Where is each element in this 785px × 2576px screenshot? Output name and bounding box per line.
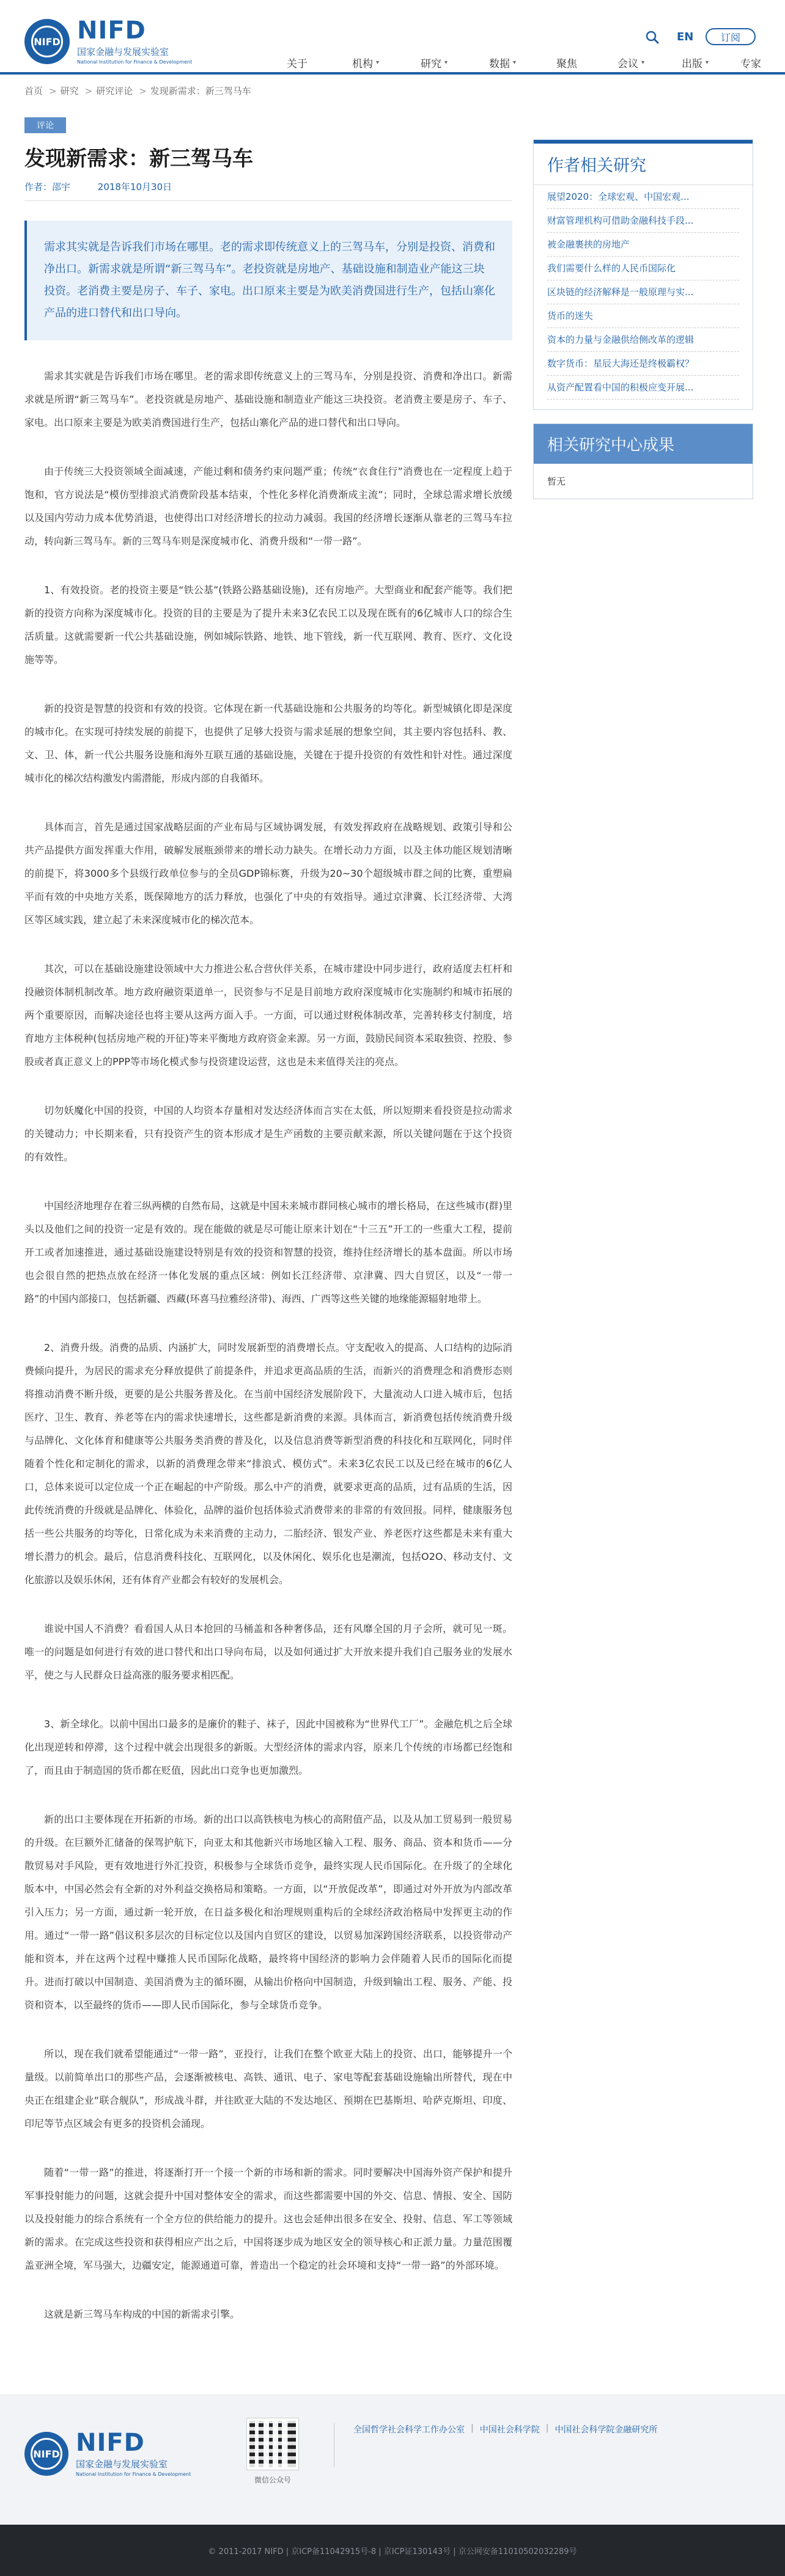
article-paragraph: 其次，可以在基础设施建设领域中大力推进公私合营伙伴关系，在城市建设中同步进行，政府适度去杠杆和投融资体制机制改革。地方政府融资渠道单一，民资参与不足是目前地方政府深度城市化实施制约和城市拓展的两个重要原因，而解决途径也将主要从这两方面入手。一方面，可以通过财税体制改革，完善转移支付制度，培育地方主体税种(包括房地产税的开征)等来平衡地方政府资金来源。另一方面，鼓励民间资本采取独资、控股、参股或者真正意义上的PPP等市场化模式参与投资建设运营，这也是未来值得关注的亮点。 [24, 963, 512, 1067]
breadcrumb-separator-icon: > [139, 86, 147, 97]
nav-item[interactable] [597, 54, 665, 71]
footer-logo-seal-mark: NIFD [31, 2438, 62, 2470]
author-research-list [534, 185, 753, 409]
nav-item[interactable] [263, 54, 331, 71]
nav-item[interactable] [537, 54, 597, 71]
breadcrumb-item[interactable]: 首页 [24, 86, 43, 97]
center-research-title: 相关研究中心成果 [534, 424, 753, 464]
footer-logo-wordmark: NIFD [76, 2429, 145, 2457]
author-research-card [533, 139, 753, 410]
nav-item[interactable] [331, 54, 400, 71]
chevron-down-icon: ▾ [444, 59, 448, 66]
article-paragraph: 新的投资是智慧的投资和有效的投资。它体现在新一代基础设施和公共服务的均等化。新型城镇化即是深度的城市化。在实现可持续发展的前提下，也提供了足够大投资与需求延展的想象空间，其主要内容包括科、教、文、卫、体，新一代公共服务设施和海外互联互通的基础设施，关键在于提升投资的有效性和针对性。通过深度城市化的梯次结构激发内需潜能，形成内部的自我循环。 [24, 703, 512, 784]
article-paragraph: 2、消费升级。消费的品质、内涵扩大，同时发展新型的消费增长点。守支配收入的提高、人口结构的边际消费倾向提升，为居民的需求充分释放提供了前提条件，并追求更高品质的生活，而新兴的消费理念和消费形态则将推动消费不断升级，更要的是公共服务普及化。在当前中国经济发展阶段下，大量流动人口进入城市后，包括医疗、卫生、教育、养老等在内的需求快速增长，这些都是新消费的来源。具体而言，新消费包括传统消费升级与品牌化、文化体育和健康等公共服务类消费的普及化，以及信息消费等新型消费的科技化和互联网化，同时伴随着个性化和定制化的需求，以新的消费理念带来“排浪式、模仿式”。未来3亿农民工以及已经在城市的6亿人口，总体来说可以定位成一个正在崛起的中产阶级。那么中产的消费，就要求更高的品质，过有品质的生活，因此传统消费的升级就是品牌化、体验化，品牌的溢价包括体验式消费带来的非常的有效回报。同样，健康服务包括一些公共服务的均等化，日常化成为未来消费的主动力，二胎经济、银发产业、养老医疗这些都是未来有重大增长潜力的机会。最后，信息消费科技化、互联网化，以及休闲化、娱乐化也是潮流，包括O2O、移动支付、文化旅游以及娱乐休闲，还有体育产业都会有较好的发展机会。 [24, 1342, 512, 1586]
nav-item-label: 专家 [740, 57, 761, 70]
article-paragraph: 中国经济地理存在着三纵两横的自然布局，这就是中国未来城市群同核心城市的增长格局，在这些城市(群)里头以及他们之间的投资一定是有效的。现在能做的就是尽可能让原来计划在“十三五”开工的一些重大工程，提前开工或者加速推进，通过基础设施建设特别是有效的投资和智慧的投资，维持住经济增长的基本盘面。所以市场也会很自然的把热点放在经济一体化发展的重点区域：例如长江经济带、京津冀、四大自贸区，以及“一带一路”的中国内部接口，包括新疆、西藏(环喜马拉雅经济带)、海西、广西等这些关键的地缘能源辐射地带上。 [24, 1200, 512, 1304]
footer-logo[interactable] [24, 2431, 191, 2477]
nav-item-label: 关于 [287, 57, 308, 70]
nav-item[interactable] [725, 54, 776, 71]
article-paragraph: 3、新全球化。以前中国出口最多的是廉价的鞋子、袜子，因此中国被称为“世界代工厂”。金融危机之后全球化出现逆转和停滞，这个过程中就会出现很多的新販。大型经济体的需求内容，原来几个传统的市场都已经饱和了，而且由于制造国的货币都在贬值，因此出口竞争也更加激烈。 [24, 1718, 512, 1776]
breadcrumb-item[interactable]: 研究 [60, 86, 79, 97]
breadcrumb-separator-icon: > [84, 86, 93, 97]
nav-item-label: 数据 [488, 57, 510, 70]
author-research-link[interactable]: 资本的力量与金融供给侧改革的逻辑 [547, 328, 739, 352]
author-research-title: 作者相关研究 [534, 144, 753, 185]
nav-item-label: 研究 [420, 57, 441, 70]
subscribe-button[interactable]: 订阅 [706, 28, 756, 45]
author-research-link[interactable]: 区块链的经济解释是一般原理与实... [547, 280, 739, 304]
article-title: 发现新需求：新三驾马车 [24, 147, 253, 171]
author-research-link[interactable]: 数字货币：星辰大海还是终极霸权？ [547, 352, 739, 376]
footer-link-separator: | [545, 2423, 549, 2433]
breadcrumb-item[interactable]: 研究评论 [96, 86, 133, 97]
article [24, 117, 512, 2352]
center-research-card [533, 423, 753, 499]
nav-item-label: 会议 [617, 57, 638, 70]
copyright-bar: © 2011-2017 NIFD | 京ICP备11042915号-8 | 京ICP证130143号 | 京公网安备11010502032289号 [0, 2525, 785, 2576]
qr-label: 微信公众号 [254, 2476, 291, 2484]
qr-code-image [247, 2418, 298, 2470]
search-icon[interactable] [646, 31, 659, 44]
language-toggle[interactable]: EN [677, 31, 694, 43]
article-paragraph: 这就是新三驾马车构成的中国的新需求引擎。 [44, 2308, 240, 2320]
category-badge[interactable]: 评论 [24, 117, 66, 133]
footer-link[interactable]: 全国哲学社会科学工作办公室 [353, 2425, 465, 2435]
footer-link[interactable]: 中国社会科学院金融研究所 [555, 2425, 658, 2435]
logo-text [77, 18, 192, 65]
author-research-link[interactable]: 被金融裹挟的房地产 [547, 233, 739, 257]
nav-item[interactable] [400, 54, 468, 71]
author-research-link[interactable]: 从资产配置看中国的积极应变开展... [547, 376, 739, 400]
breadcrumb-item: 发现新需求：新三驾马车 [150, 86, 251, 97]
footer-logo-text [76, 2431, 191, 2477]
article-paragraph: 谁说中国人不消费？看看国人从日本抢回的马桶盖和各种奢侈品，还有风靡全国的月子会所，就可见一斑。唯一的问题是如何进行有效的进口替代和出口导向布局，以及如何通过扩大开放来提升我们自己服务业的发展水平，使之与人民群众日益高涨的服务要求相匹配。 [24, 1623, 512, 1681]
article-paragraph: 具体而言，首先是通过国家战略层面的产业布局与区域协调发展，有效发挥政府在战略规划、政策引导和公共产品提供方面发挥重大作用，破解发展瓶颈带来的增长动力缺失。在增长动力方面，以及主体功能区规划清晰的前提下，将3000多个县级行政单位参与的全员GDP锦标赛，升级为20~30个超级城市群之间的比赛，重塑扁平而有效的中央地方关系，既保障地方的活力释放，也强化了中央的有效指导。通过京津冀、长江经济带、大湾区等区域实践，建立起了未来深度城市化的梯次范本。 [24, 821, 512, 926]
article-paragraph: 所以，现在我们就希望能通过“一带一路”，亚投行，让我们在整个欧亚大陆上的投资、出口，能够提升一个量级。以前简单出口的那些产品，会逐渐被核电、高铁、通讯、电子、家电等配套基础设施输出所替代，现在中央正在组建企业“联合舰队”，形成战斗群，并往欧亚大陆的不发达地区、预期在巴基斯坦、哈萨克斯坦、印度、印尼等节点区域会有更多的投资机会涌现。 [24, 2048, 512, 2129]
logo-chinese-name: 国家金融与发展实验室 [77, 46, 169, 57]
nav-item[interactable] [665, 54, 725, 71]
logo-seal [24, 19, 70, 64]
logo-wordmark: NIFD [77, 16, 146, 45]
article-paragraph: 随着“一带一路”的推进，将逐渐打开一个接一个新的市场和新的需求。同时要解决中国海外资产保护和提升军事投射能力的问题，这就会提升中国对整体安全的需求，而这些都需要中国的外交、信息、情报、安全、国防以及投射能力的综合系统有一个全方位的供给能力的提升。这也会延伸出很多在安全、投射、信息、军工等领域新的需求。在完成这些投资和获得相应产出之后，中国将逐步成为地区安全的领导核心和正派力量。力量范围覆盖亚洲全境，军马强大，边疆安定，能源通道可靠，普造出一个稳定的社会环境和支持“一带一路”的外部环境。 [24, 2167, 512, 2271]
article-paragraph: 1、有效投资。老的投资主要是“铁公基”(铁路公路基础设施)，还有房地产。大型商业和配套产能等。我们把新的投资方向称为深度城市化。投资的目的主要是为了提升未来3亿农民工以及现在既有的6亿城市人口的综合生活质量。这就需要新一代公共基础设施，例如城际铁路、地铁、地下管线，新一代互联网、教育、医疗、文化设施等等。 [24, 584, 512, 665]
footer-logo-english-name: National Institution for Finance & Development [76, 2472, 191, 2477]
footer-links [353, 2423, 663, 2435]
chevron-down-icon: ▾ [705, 59, 709, 66]
logo-english-name: National Institution for Finance & Development [77, 59, 193, 65]
site-logo[interactable] [24, 18, 192, 65]
author-research-link[interactable]: 财富管理机构可借助金融科技手段... [547, 209, 739, 233]
footer-logo-seal [24, 2432, 68, 2476]
site-header [0, 0, 785, 72]
article-author[interactable]: 作者：邵宇 [24, 181, 71, 192]
article-summary: 需求其实就是告诉我们市场在哪里。老的需求即传统意义上的三驾马车，分别是投资、消费和净出口。新需求就是所谓“新三驾马车”。老投资就是房地产、基础设施和制造业产能这三块投资。老消费主要是房子、车子、家电。出口原来主要是为欧美消费国进行生产，包括山寨化产品的进口替代和出口导向。 [24, 221, 512, 340]
article-paragraph: 需求其实就是告诉我们市场在哪里。老的需求即传统意义上的三驾马车，分别是投资、消费和净出口。新需求就是所谓“新三驾马车”。老投资就是房地产、基础设施和制造业产能这三块投资。老消费主要是房子、车子、家电。出口原来主要是为欧美消费国进行生产，包括山寨化产品的进口替代和出口导向。 [24, 370, 512, 428]
article-paragraph: 由于传统三大投资领域全面减速，产能过剩和债务约束问题严重；传统“衣食住行”消费也在一定程度上趋于饱和，官方说法是“模仿型排浪式消费阶段基本结束，个性化多样化消费渐成主流”；同时，全球总需求增长放缓以及国内劳动力成本优势消退，也使得出口对经济增长的拉动力减弱。我国的经济增长逐渐从靠老的三驾马车拉动，转向新三驾马车。新的三驾马车则是深度城市化、消费升级和“一带一路”。 [24, 466, 512, 547]
header-divider [0, 72, 785, 75]
article-paragraph: 新的出口主要体现在开拓新的市场。新的出口以高铁核电为核心的高附值产品，以及从加工贸易到一般贸易的升级。在巨额外汇储备的保驾护航下，向亚太和其他新兴市场地区输入工程、服务、商品、资本和货币——分散贸易对手风险，更有效地进行外汇投资，积极参与全球货币竞争，最终实现人民币国际化。在升级了的全球化版本中，中国必然会有全新的对外利益交换格局和策略。一方面，以“开放促改革”，即通过对外开放为内部改革引入压力；另一方面，通过新一轮开放，在日益多极化和治理规则重构后的全球经济政治格局中发挥更主动的作用。通过“一带一路”倡议积多层次的目标定位以及国内自贸区的建设，以贸易加深跨国经济联系，以投资带动产能和资本，并在这两个过程中赚推人民币国际化战略，最终将中国经济的影响力会伴随着人民币的国际化而提升。进而打破以中国制造、美国消费为主的循环圈，从输出价格向中国制造，升级到输出工程、服务、产能、投资和资本，以至最终的货币——即人民币国际化，参与全球货币竞争。 [24, 1813, 512, 2011]
author-research-link[interactable]: 展望2020：全球宏观、中国宏观... [547, 185, 739, 209]
wechat-qr [247, 2418, 298, 2485]
site-footer [0, 2394, 785, 2525]
nav-item-label: 出版 [681, 57, 702, 70]
main-nav [263, 54, 776, 71]
meta-divider [24, 200, 512, 201]
footer-link[interactable]: 中国社会科学院 [479, 2425, 540, 2435]
nav-item-label: 机构 [352, 57, 373, 70]
breadcrumb-separator-icon: > [49, 86, 57, 97]
nav-item[interactable] [468, 54, 537, 71]
author-research-link[interactable]: 我们需要什么样的人民币国际化 [547, 257, 739, 280]
article-body [24, 365, 512, 2326]
article-meta [24, 180, 512, 193]
chevron-down-icon: ▾ [512, 59, 517, 66]
breadcrumb [24, 84, 254, 97]
footer-logo-chinese-name: 国家金融与发展实验室 [76, 2459, 168, 2470]
center-research-empty: 暂无 [547, 476, 566, 487]
author-research-link[interactable]: 货币的迷失 [547, 304, 739, 328]
article-paragraph: 切勿妖魔化中国的投资，中国的人均资本存量相对发达经济体而言实在太低，所以短期来看投资是拉动需求的关键动力；中长期来看，只有投资产生的资本形成才是生产函数的主要贡献来源，所以关键问题在于这个投资的有效性。 [24, 1105, 512, 1163]
logo-seal-mark: NIFD [31, 26, 63, 57]
nav-item-label: 聚焦 [556, 57, 577, 70]
article-date: 2018年10月30日 [97, 181, 172, 192]
footer-link-separator: | [471, 2423, 474, 2433]
chevron-down-icon: ▾ [375, 59, 380, 66]
sidebar [533, 139, 753, 499]
chevron-down-icon: ▾ [641, 59, 645, 66]
